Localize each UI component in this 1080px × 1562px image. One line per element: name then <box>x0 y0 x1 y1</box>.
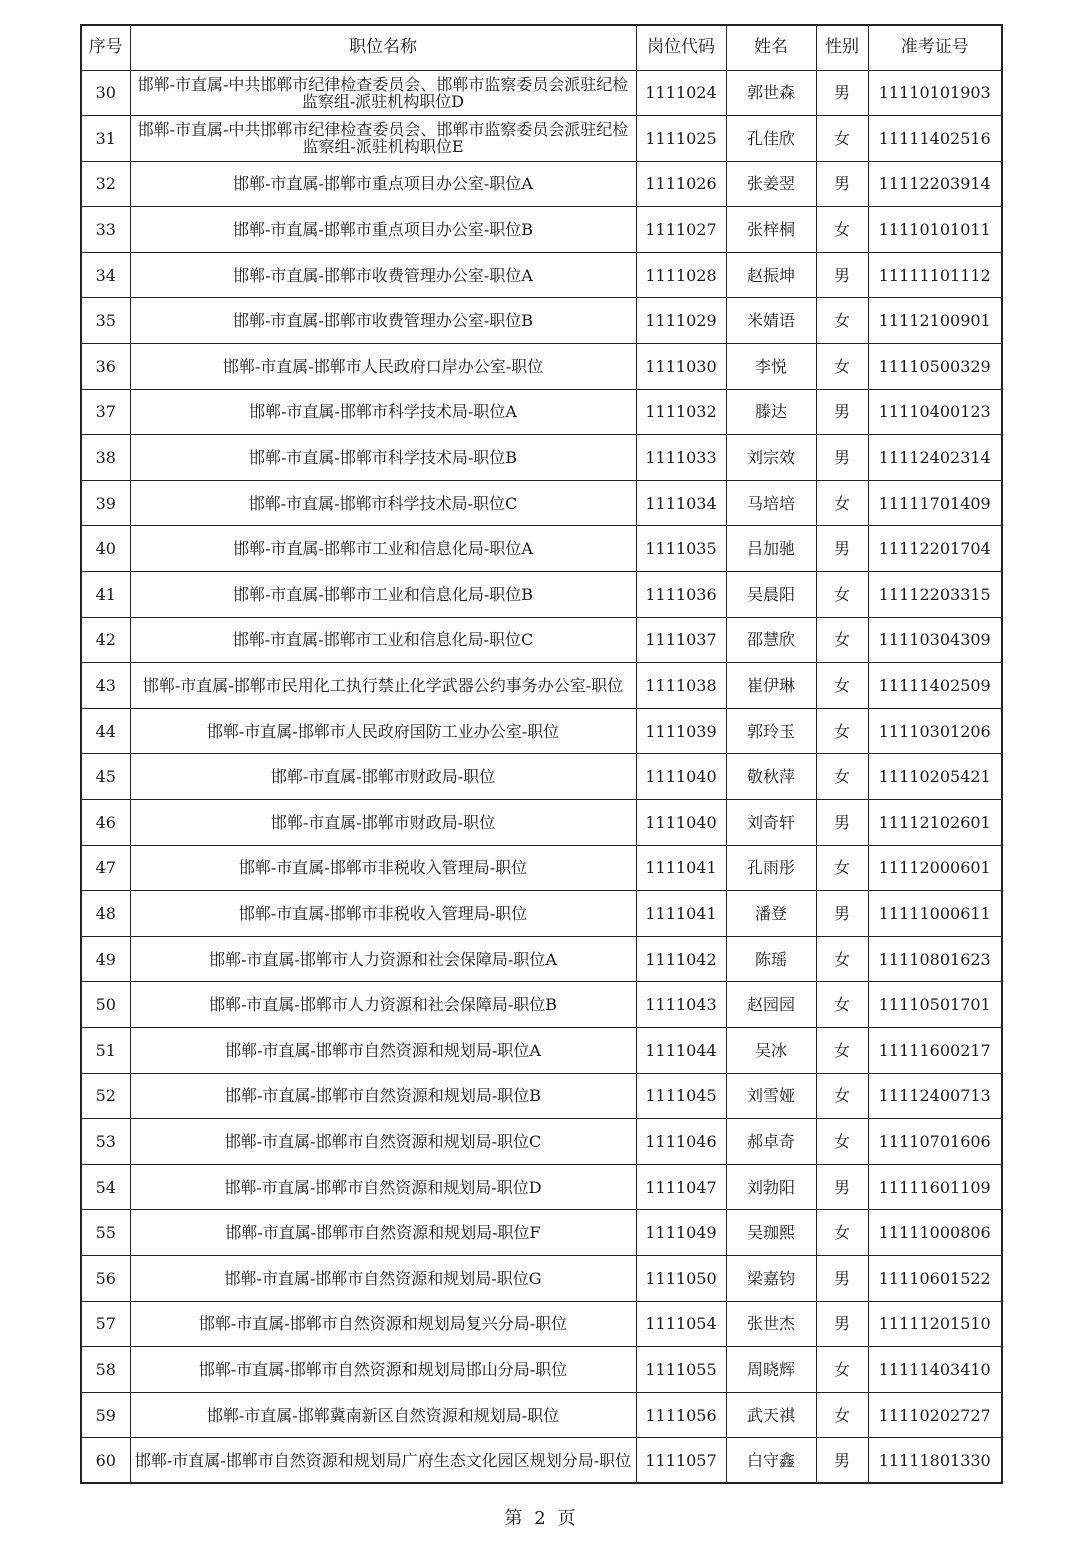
cell-gender: 女 <box>816 1210 868 1256</box>
cell-gender: 女 <box>816 936 868 982</box>
cell-ticket: 11111701409 <box>868 480 1002 526</box>
header-ticket: 准考证号 <box>868 25 1002 70</box>
page-label-suffix: 页 <box>557 1508 576 1529</box>
cell-seq: 51 <box>81 1027 130 1073</box>
cell-position: 邯郸-市直属-邯郸市非税收入管理局-职位 <box>130 891 636 937</box>
cell-ticket: 11111201510 <box>868 1301 1002 1347</box>
cell-code: 1111029 <box>636 298 726 344</box>
cell-name: 吕加驰 <box>726 526 816 572</box>
cell-gender: 女 <box>816 982 868 1028</box>
cell-name: 潘登 <box>726 891 816 937</box>
table-row <box>81 1027 1002 1073</box>
cell-code: 1111030 <box>636 344 726 390</box>
cell-position: 邯郸-市直属-邯郸市收费管理办公室-职位B <box>130 298 636 344</box>
cell-ticket: 11111000806 <box>868 1210 1002 1256</box>
cell-name: 郭玲玉 <box>726 708 816 754</box>
cell-seq: 48 <box>81 891 130 937</box>
cell-seq: 50 <box>81 982 130 1028</box>
table-row <box>81 1255 1002 1301</box>
page-number: 2 <box>534 1508 546 1529</box>
cell-seq: 39 <box>81 480 130 526</box>
cell-position: 邯郸-市直属-邯郸市收费管理办公室-职位A <box>130 252 636 298</box>
cell-gender: 女 <box>816 845 868 891</box>
cell-gender: 女 <box>816 344 868 390</box>
cell-name: 吴晨阳 <box>726 572 816 618</box>
cell-name: 孔佳欣 <box>726 116 816 162</box>
cell-gender: 女 <box>816 1119 868 1165</box>
cell-seq: 40 <box>81 526 130 572</box>
table-row <box>81 845 1002 891</box>
header-name: 姓名 <box>726 25 816 70</box>
cell-code: 1111046 <box>636 1119 726 1165</box>
cell-name: 赵园园 <box>726 982 816 1028</box>
cell-gender: 男 <box>816 435 868 481</box>
cell-code: 1111039 <box>636 708 726 754</box>
cell-ticket: 11112400713 <box>868 1073 1002 1119</box>
cell-code: 1111050 <box>636 1255 726 1301</box>
cell-ticket: 11111801330 <box>868 1438 1002 1484</box>
cell-seq: 43 <box>81 663 130 709</box>
cell-ticket: 11110801623 <box>868 936 1002 982</box>
table-row <box>81 1210 1002 1256</box>
table-row <box>81 1392 1002 1438</box>
cell-gender: 男 <box>816 526 868 572</box>
cell-name: 赵振坤 <box>726 252 816 298</box>
cell-ticket: 11110304309 <box>868 617 1002 663</box>
table-row <box>81 1438 1002 1484</box>
cell-seq: 33 <box>81 207 130 253</box>
cell-seq: 41 <box>81 572 130 618</box>
cell-ticket: 11112201704 <box>868 526 1002 572</box>
cell-position: 邯郸-市直属-邯郸市自然资源和规划局-职位D <box>130 1164 636 1210</box>
cell-gender: 女 <box>816 1347 868 1393</box>
cell-code: 1111028 <box>636 252 726 298</box>
cell-name: 邵慧欣 <box>726 617 816 663</box>
cell-ticket: 11111402516 <box>868 116 1002 162</box>
cell-seq: 30 <box>81 70 130 116</box>
cell-gender: 男 <box>816 800 868 846</box>
cell-position: 邯郸-市直属-邯郸市科学技术局-职位B <box>130 435 636 481</box>
cell-code: 1111027 <box>636 207 726 253</box>
cell-position: 邯郸-市直属-邯郸市科学技术局-职位C <box>130 480 636 526</box>
cell-seq: 31 <box>81 116 130 162</box>
cell-name: 张姜翌 <box>726 161 816 207</box>
table-row <box>81 982 1002 1028</box>
cell-code: 1111057 <box>636 1438 726 1484</box>
cell-seq: 44 <box>81 708 130 754</box>
cell-seq: 53 <box>81 1119 130 1165</box>
cell-ticket: 11112402314 <box>868 435 1002 481</box>
cell-position: 邯郸-市直属-邯郸市自然资源和规划局-职位C <box>130 1119 636 1165</box>
cell-name: 梁嘉钧 <box>726 1255 816 1301</box>
page-label-prefix: 第 <box>504 1508 523 1529</box>
cell-ticket: 11110101903 <box>868 70 1002 116</box>
cell-position: 邯郸-市直属-邯郸市自然资源和规划局复兴分局-职位 <box>130 1301 636 1347</box>
cell-position: 邯郸-市直属-邯郸市重点项目办公室-职位A <box>130 161 636 207</box>
cell-ticket: 11112203315 <box>868 572 1002 618</box>
cell-code: 1111026 <box>636 161 726 207</box>
cell-position: 邯郸-市直属-邯郸冀南新区自然资源和规划局-职位 <box>130 1392 636 1438</box>
cell-position: 邯郸-市直属-邯郸市自然资源和规划局-职位F <box>130 1210 636 1256</box>
cell-gender: 男 <box>816 1255 868 1301</box>
table-row <box>81 1164 1002 1210</box>
header-position: 职位名称 <box>130 25 636 70</box>
cell-ticket: 11112100901 <box>868 298 1002 344</box>
cell-name: 滕达 <box>726 389 816 435</box>
table-row <box>81 70 1002 116</box>
cell-gender: 女 <box>816 207 868 253</box>
cell-ticket: 11110601522 <box>868 1255 1002 1301</box>
cell-seq: 42 <box>81 617 130 663</box>
cell-name: 米婧语 <box>726 298 816 344</box>
cell-gender: 女 <box>816 617 868 663</box>
cell-gender: 女 <box>816 663 868 709</box>
cell-ticket: 11110202727 <box>868 1392 1002 1438</box>
table-row <box>81 1119 1002 1165</box>
cell-code: 1111033 <box>636 435 726 481</box>
table-row <box>81 480 1002 526</box>
table-row <box>81 617 1002 663</box>
cell-position: 邯郸-市直属-邯郸市财政局-职位 <box>130 754 636 800</box>
cell-seq: 58 <box>81 1347 130 1393</box>
cell-code: 1111056 <box>636 1392 726 1438</box>
cell-code: 1111038 <box>636 663 726 709</box>
cell-seq: 52 <box>81 1073 130 1119</box>
cell-name: 武天祺 <box>726 1392 816 1438</box>
cell-gender: 女 <box>816 298 868 344</box>
cell-name: 刘雪娅 <box>726 1073 816 1119</box>
table-row <box>81 936 1002 982</box>
cell-name: 刘勃阳 <box>726 1164 816 1210</box>
cell-gender: 男 <box>816 1438 868 1484</box>
cell-code: 1111032 <box>636 389 726 435</box>
cell-seq: 54 <box>81 1164 130 1210</box>
cell-position: 邯郸-市直属-邯郸市自然资源和规划局邯山分局-职位 <box>130 1347 636 1393</box>
cell-code: 1111036 <box>636 572 726 618</box>
cell-code: 1111044 <box>636 1027 726 1073</box>
table-row <box>81 116 1002 162</box>
cell-position: 邯郸-市直属-邯郸市工业和信息化局-职位B <box>130 572 636 618</box>
cell-position: 邯郸-市直属-邯郸市人民政府国防工业办公室-职位 <box>130 708 636 754</box>
cell-ticket: 11110101011 <box>868 207 1002 253</box>
cell-code: 1111025 <box>636 116 726 162</box>
cell-position: 邯郸-市直属-邯郸市人力资源和社会保障局-职位B <box>130 982 636 1028</box>
cell-position: 邯郸-市直属-中共邯郸市纪律检查委员会、邯郸市监察委员会派驻纪检监察组-派驻机构职位D <box>130 70 636 116</box>
cell-name: 郭世森 <box>726 70 816 116</box>
cell-code: 1111035 <box>636 526 726 572</box>
page-footer <box>0 1504 1080 1530</box>
cell-seq: 47 <box>81 845 130 891</box>
cell-seq: 36 <box>81 344 130 390</box>
cell-name: 孔雨彤 <box>726 845 816 891</box>
cell-ticket: 11111101112 <box>868 252 1002 298</box>
cell-name: 吴冰 <box>726 1027 816 1073</box>
cell-gender: 男 <box>816 1301 868 1347</box>
cell-gender: 女 <box>816 1073 868 1119</box>
cell-name: 刘奇轩 <box>726 800 816 846</box>
cell-seq: 46 <box>81 800 130 846</box>
cell-position: 邯郸-市直属-邯郸市人民政府口岸办公室-职位 <box>130 344 636 390</box>
cell-ticket: 11111601109 <box>868 1164 1002 1210</box>
cell-gender: 女 <box>816 1027 868 1073</box>
cell-code: 1111047 <box>636 1164 726 1210</box>
table-row <box>81 1347 1002 1393</box>
cell-gender: 男 <box>816 252 868 298</box>
table-row <box>81 891 1002 937</box>
cell-position: 邯郸-市直属-邯郸市财政局-职位 <box>130 800 636 846</box>
cell-ticket: 11110301206 <box>868 708 1002 754</box>
cell-ticket: 11111403410 <box>868 1347 1002 1393</box>
cell-name: 崔伊琳 <box>726 663 816 709</box>
table-row <box>81 161 1002 207</box>
cell-ticket: 11111000611 <box>868 891 1002 937</box>
cell-ticket: 11112203914 <box>868 161 1002 207</box>
cell-code: 1111041 <box>636 891 726 937</box>
cell-position: 邯郸-市直属-邯郸市非税收入管理局-职位 <box>130 845 636 891</box>
cell-ticket: 11111600217 <box>868 1027 1002 1073</box>
table-row <box>81 298 1002 344</box>
header-seq: 序号 <box>81 25 130 70</box>
table-row <box>81 572 1002 618</box>
cell-seq: 56 <box>81 1255 130 1301</box>
cell-gender: 男 <box>816 70 868 116</box>
cell-name: 敬秋萍 <box>726 754 816 800</box>
table-row <box>81 252 1002 298</box>
header-code: 岗位代码 <box>636 25 726 70</box>
cell-seq: 35 <box>81 298 130 344</box>
cell-code: 1111041 <box>636 845 726 891</box>
cell-seq: 57 <box>81 1301 130 1347</box>
cell-position: 邯郸-市直属-邯郸市自然资源和规划局广府生态文化园区规划分局-职位 <box>130 1438 636 1484</box>
cell-ticket: 11111402509 <box>868 663 1002 709</box>
table-row <box>81 435 1002 481</box>
cell-seq: 59 <box>81 1392 130 1438</box>
table-row <box>81 207 1002 253</box>
cell-position: 邯郸-市直属-邯郸市自然资源和规划局-职位G <box>130 1255 636 1301</box>
cell-seq: 55 <box>81 1210 130 1256</box>
cell-ticket: 11110501701 <box>868 982 1002 1028</box>
table-row <box>81 754 1002 800</box>
cell-gender: 男 <box>816 389 868 435</box>
cell-ticket: 11110400123 <box>868 389 1002 435</box>
cell-seq: 49 <box>81 936 130 982</box>
table-row <box>81 1073 1002 1119</box>
table-row <box>81 708 1002 754</box>
cell-code: 1111040 <box>636 800 726 846</box>
cell-gender: 女 <box>816 708 868 754</box>
cell-position: 邯郸-市直属-中共邯郸市纪律检查委员会、邯郸市监察委员会派驻纪检监察组-派驻机构职位E <box>130 116 636 162</box>
cell-seq: 32 <box>81 161 130 207</box>
cell-position: 邯郸-市直属-邯郸市工业和信息化局-职位C <box>130 617 636 663</box>
cell-gender: 女 <box>816 754 868 800</box>
cell-ticket: 11110701606 <box>868 1119 1002 1165</box>
cell-seq: 45 <box>81 754 130 800</box>
cell-gender: 女 <box>816 1392 868 1438</box>
cell-code: 1111045 <box>636 1073 726 1119</box>
cell-position: 邯郸-市直属-邯郸市科学技术局-职位A <box>130 389 636 435</box>
table-row <box>81 1301 1002 1347</box>
cell-gender: 男 <box>816 161 868 207</box>
cell-gender: 男 <box>816 891 868 937</box>
cell-name: 张世杰 <box>726 1301 816 1347</box>
cell-position: 邯郸-市直属-邯郸市重点项目办公室-职位B <box>130 207 636 253</box>
cell-name: 郝卓奇 <box>726 1119 816 1165</box>
cell-gender: 女 <box>816 480 868 526</box>
cell-seq: 60 <box>81 1438 130 1484</box>
cell-code: 1111024 <box>636 70 726 116</box>
cell-name: 周晓辉 <box>726 1347 816 1393</box>
header-gender: 性别 <box>816 25 868 70</box>
cell-code: 1111037 <box>636 617 726 663</box>
cell-name: 白守鑫 <box>726 1438 816 1484</box>
cell-code: 1111040 <box>636 754 726 800</box>
cell-ticket: 11112102601 <box>868 800 1002 846</box>
cell-position: 邯郸-市直属-邯郸市自然资源和规划局-职位B <box>130 1073 636 1119</box>
cell-name: 张梓桐 <box>726 207 816 253</box>
cell-seq: 34 <box>81 252 130 298</box>
cell-gender: 男 <box>816 1164 868 1210</box>
results-table <box>80 24 1003 1484</box>
table-row <box>81 389 1002 435</box>
cell-code: 1111043 <box>636 982 726 1028</box>
cell-position: 邯郸-市直属-邯郸市人力资源和社会保障局-职位A <box>130 936 636 982</box>
cell-gender: 女 <box>816 116 868 162</box>
cell-seq: 38 <box>81 435 130 481</box>
cell-name: 刘宗效 <box>726 435 816 481</box>
cell-name: 李悦 <box>726 344 816 390</box>
cell-name: 马培培 <box>726 480 816 526</box>
cell-name: 陈瑶 <box>726 936 816 982</box>
cell-code: 1111034 <box>636 480 726 526</box>
header-row <box>81 25 1002 70</box>
cell-code: 1111055 <box>636 1347 726 1393</box>
cell-code: 1111042 <box>636 936 726 982</box>
cell-seq: 37 <box>81 389 130 435</box>
cell-position: 邯郸-市直属-邯郸市自然资源和规划局-职位A <box>130 1027 636 1073</box>
table-row <box>81 526 1002 572</box>
cell-ticket: 11110205421 <box>868 754 1002 800</box>
cell-code: 1111054 <box>636 1301 726 1347</box>
cell-ticket: 11110500329 <box>868 344 1002 390</box>
cell-ticket: 11112000601 <box>868 845 1002 891</box>
cell-code: 1111049 <box>636 1210 726 1256</box>
table-row <box>81 344 1002 390</box>
table-row <box>81 800 1002 846</box>
cell-position: 邯郸-市直属-邯郸市民用化工执行禁止化学武器公约事务办公室-职位 <box>130 663 636 709</box>
cell-position: 邯郸-市直属-邯郸市工业和信息化局-职位A <box>130 526 636 572</box>
cell-gender: 女 <box>816 572 868 618</box>
table-row <box>81 663 1002 709</box>
cell-name: 吴珈熙 <box>726 1210 816 1256</box>
